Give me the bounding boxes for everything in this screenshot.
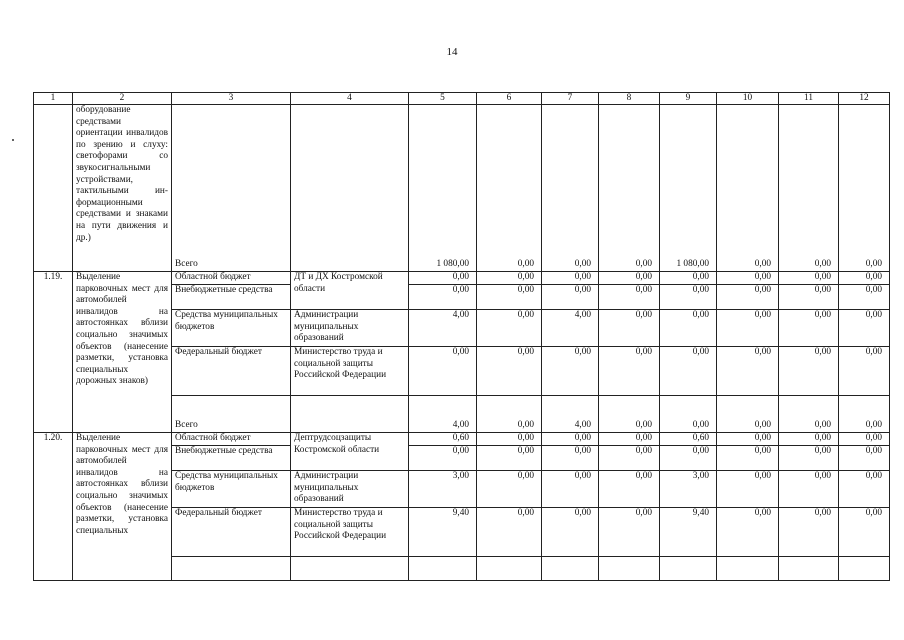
value-cell: 0,00 (717, 105, 779, 272)
row-number-cell (34, 105, 73, 272)
value-cell: 0,00 (599, 347, 660, 396)
column-header: 9 (660, 93, 717, 105)
value-cell: 3,00 (660, 471, 717, 508)
organization-cell: Министерство труда и социальной защиты Российской Федерации (291, 508, 409, 557)
value-cell: 0,00 (660, 347, 717, 396)
value-cell: 0,00 (542, 446, 599, 471)
funding-source-cell: Областной бюджет (172, 433, 291, 446)
column-header: 6 (477, 93, 542, 105)
value-cell: 4,00 (409, 310, 477, 347)
measure-description: Выделение парковочных мест для автомобилей инвалидов на автостоянках вблизи социально значимых объектов (нанесение разметки, установка специальных дорожных знаков) (73, 272, 172, 433)
value-cell: 0,00 (717, 310, 779, 347)
organization-cell: ДТ и ДХ Костромской области (291, 272, 409, 310)
table-row (34, 272, 890, 285)
value-cell (477, 557, 542, 581)
value-cell: 9,40 (409, 508, 477, 557)
value-cell: 0,00 (779, 272, 839, 285)
value-cell: 0,00 (839, 471, 890, 508)
value-cell (779, 557, 839, 581)
organization-cell: Администрации муниципальных образований (291, 471, 409, 508)
value-cell: 4,00 (542, 310, 599, 347)
funding-source-cell: Средства муниципальных бюджетов (172, 471, 291, 508)
value-cell: 0,00 (599, 433, 660, 446)
column-header: 5 (409, 93, 477, 105)
value-cell: 0,00 (717, 446, 779, 471)
value-cell (839, 557, 890, 581)
value-cell: 0,00 (717, 471, 779, 508)
value-cell: 0,00 (779, 105, 839, 272)
table-row (34, 105, 890, 272)
value-cell: 0,00 (542, 508, 599, 557)
value-cell: 0,00 (477, 396, 542, 433)
value-cell: 0,00 (542, 105, 599, 272)
value-cell: 0,00 (717, 272, 779, 285)
value-cell: 0,00 (477, 471, 542, 508)
value-cell: 0,00 (660, 310, 717, 347)
value-cell (599, 557, 660, 581)
value-cell: 0,00 (542, 471, 599, 508)
column-header: 4 (291, 93, 409, 105)
value-cell: 0,00 (717, 347, 779, 396)
value-cell: 0,00 (839, 310, 890, 347)
value-cell: 0,60 (409, 433, 477, 446)
value-cell: 0,00 (779, 310, 839, 347)
value-cell (409, 557, 477, 581)
funding-source-cell: Всего (172, 105, 291, 272)
measure-description: оборудование средствами ориентации инвалидов по зрению и слуху: светофорами со звукосигнальными устройствами, тактильными ин-формационными средствами и знаками на пути движения и др.) (73, 105, 172, 272)
column-header: 7 (542, 93, 599, 105)
funding-source-cell: Федеральный бюджет (172, 347, 291, 396)
value-cell: 0,00 (599, 508, 660, 557)
organization-cell (291, 105, 409, 272)
value-cell: 0,00 (477, 105, 542, 272)
funding-source-cell: Внебюджетные средства (172, 446, 291, 471)
value-cell: 0,00 (660, 446, 717, 471)
funding-source-cell: Областной бюджет (172, 272, 291, 285)
funding-source-cell: Всего (172, 396, 291, 433)
value-cell: 0,00 (779, 347, 839, 396)
value-cell: 0,00 (542, 285, 599, 310)
value-cell: 0,00 (779, 433, 839, 446)
value-cell: 0,00 (779, 446, 839, 471)
value-cell: 0,00 (477, 285, 542, 310)
value-cell: 0,00 (599, 272, 660, 285)
funding-source-cell (172, 557, 291, 581)
value-cell: 0,00 (779, 471, 839, 508)
value-cell: 0,00 (542, 433, 599, 446)
value-cell: 0,00 (409, 272, 477, 285)
table-row (34, 433, 890, 446)
value-cell: 0,00 (717, 508, 779, 557)
value-cell: 0,00 (477, 310, 542, 347)
value-cell: 1 080,00 (409, 105, 477, 272)
value-cell: 0,00 (599, 396, 660, 433)
page-number: 14 (446, 46, 458, 58)
value-cell: 0,00 (542, 347, 599, 396)
value-cell: 0,00 (409, 347, 477, 396)
value-cell: 0,00 (599, 471, 660, 508)
value-cell: 0,00 (839, 347, 890, 396)
value-cell: 0,00 (477, 347, 542, 396)
value-cell: 0,00 (839, 105, 890, 272)
value-cell: 0,00 (477, 272, 542, 285)
organization-cell (291, 557, 409, 581)
value-cell: 0,00 (542, 272, 599, 285)
organization-cell: Администрации муниципальных образований (291, 310, 409, 347)
value-cell: 3,00 (409, 471, 477, 508)
funding-source-cell: Федеральный бюджет (172, 508, 291, 557)
value-cell: 0,00 (409, 446, 477, 471)
value-cell: 4,00 (409, 396, 477, 433)
funding-source-cell: Средства муниципальных бюджетов (172, 310, 291, 347)
column-header: 11 (779, 93, 839, 105)
value-cell: 0,00 (717, 396, 779, 433)
value-cell: 0,00 (779, 396, 839, 433)
value-cell: 9,40 (660, 508, 717, 557)
column-header: 1 (34, 93, 73, 105)
value-cell: 1 080,00 (660, 105, 717, 272)
column-header: 10 (717, 93, 779, 105)
value-cell: 0,00 (660, 285, 717, 310)
value-cell: 0,00 (599, 105, 660, 272)
column-header: 3 (172, 93, 291, 105)
value-cell: 0,00 (839, 508, 890, 557)
column-number-row (34, 93, 890, 105)
value-cell (660, 557, 717, 581)
value-cell: 0,00 (717, 433, 779, 446)
value-cell: 0,00 (839, 285, 890, 310)
value-cell: 0,00 (599, 310, 660, 347)
measure-description: Выделение парковочных мест для автомобилей инвалидов на автостоянках вблизи социально значимых объектов (нанесение разметки, установка специальных (73, 433, 172, 581)
value-cell: 4,00 (542, 396, 599, 433)
value-cell: 0,00 (599, 285, 660, 310)
value-cell: 0,00 (660, 272, 717, 285)
funding-source-cell: Внебюджетные средства (172, 285, 291, 310)
value-cell: 0,00 (477, 508, 542, 557)
column-header: 2 (73, 93, 172, 105)
value-cell: 0,00 (477, 446, 542, 471)
value-cell: 0,00 (839, 396, 890, 433)
value-cell (542, 557, 599, 581)
value-cell: 0,00 (477, 433, 542, 446)
value-cell: 0,00 (839, 272, 890, 285)
value-cell: 0,00 (717, 285, 779, 310)
row-number-cell: 1.19. (34, 272, 73, 433)
value-cell: 0,60 (660, 433, 717, 446)
value-cell: 0,00 (839, 446, 890, 471)
organization-cell: Дептрудсоцзащиты Костромской области (291, 433, 409, 471)
value-cell: 0,00 (660, 396, 717, 433)
value-cell: 0,00 (599, 446, 660, 471)
value-cell: 0,00 (409, 285, 477, 310)
organization-cell: Министерство труда и социальной защиты Российской Федерации (291, 347, 409, 396)
column-header: 8 (599, 93, 660, 105)
row-number-cell: 1.20. (34, 433, 73, 581)
margin-dot (12, 139, 14, 141)
value-cell: 0,00 (779, 285, 839, 310)
value-cell: 0,00 (779, 508, 839, 557)
budget-table (33, 92, 890, 581)
column-header: 12 (839, 93, 890, 105)
value-cell: 0,00 (839, 433, 890, 446)
value-cell (717, 557, 779, 581)
organization-cell (291, 396, 409, 433)
